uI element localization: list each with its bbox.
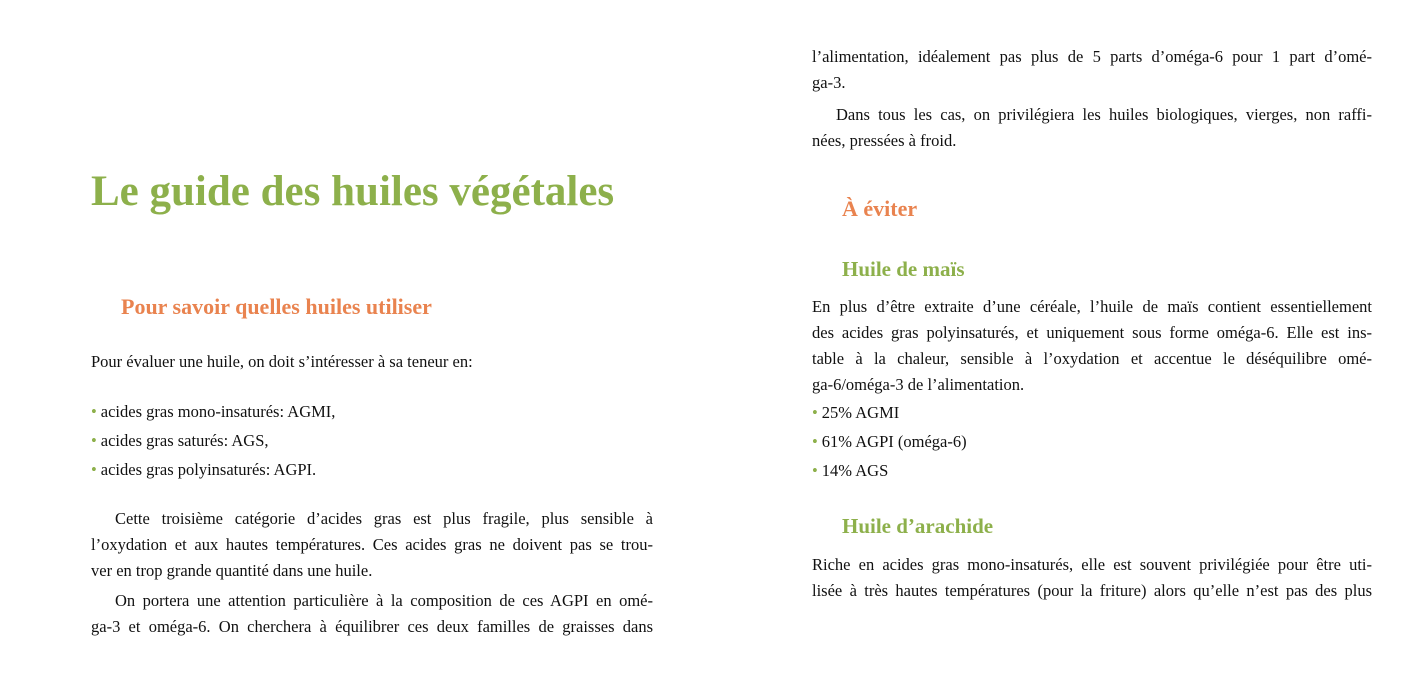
bullet-icon: • [91,402,97,421]
fatty-acid-list [91,397,653,484]
section-heading-huiles: Pour savoir quelles huiles utiliser [121,294,432,319]
right-page [812,0,1372,699]
paragraph-mais: En plus d’être extraite d’une céréale, l’huile de maïs contient essentiellement des acides gras polyinsaturés, et uniquement sous forme oméga-6. Elle est ins- table à la chaleur, sensible à l’oxydation et accentue le déséquilibre omé- ga-6/oméga-3 de l’alimentation. [812,297,1372,394]
section-heading-eviter: À éviter [842,196,918,221]
list-item: • 14% AGS [812,461,889,480]
page-title: Le guide des huiles végétales [91,168,615,215]
subheading-mais: Huile de maïs [842,257,965,281]
continued-paragraph: l’alimentation, idéalement pas plus de 5 parts d’oméga-6 pour 1 part d’omé- ga-3. [812,47,1372,92]
intro-paragraph: Pour évaluer une huile, on doit s’intéresser à sa teneur en: [91,352,473,371]
paragraph-arachide: Riche en acides gras mono-insaturés, elle est souvent privilégiée pour être uti- lisée à très hautes températures (pour la friture) alors qu’elle n’est pas des plus [812,555,1372,600]
paragraph-omega: On portera une attention particulière à la composition de ces AGPI en omé- ga-3 et oméga-6. On cherchera à équilibrer ces deux familles de graisses dans [91,591,653,636]
subheading-arachide: Huile d’arachide [842,514,994,538]
mais-composition-list [812,398,1372,485]
list-item: • acides gras mono-insaturés: AGMI, [91,402,336,421]
list-item: • 61% AGPI (oméga-6) [812,432,967,451]
paragraph-bio: Dans tous les cas, on privilégiera les huiles biologiques, vierges, non raffi- nées, pressées à froid. [812,105,1372,150]
bullet-icon: • [812,403,818,422]
paragraph-agpi: Cette troisième catégorie d’acides gras est plus fragile, plus sensible à l’oxydation et aux hautes températures. Ces acides gras ne doivent pas se trou- ver en trop grande quantité dans une huile. [91,509,653,580]
bullet-icon: • [91,460,97,479]
bullet-icon: • [812,432,818,451]
bullet-icon: • [812,461,818,480]
list-item: • acides gras saturés: AGS, [91,431,269,450]
left-page [91,0,653,699]
list-item: • 25% AGMI [812,403,900,422]
bullet-icon: • [91,431,97,450]
list-item: • acides gras polyinsaturés: AGPI. [91,460,317,479]
